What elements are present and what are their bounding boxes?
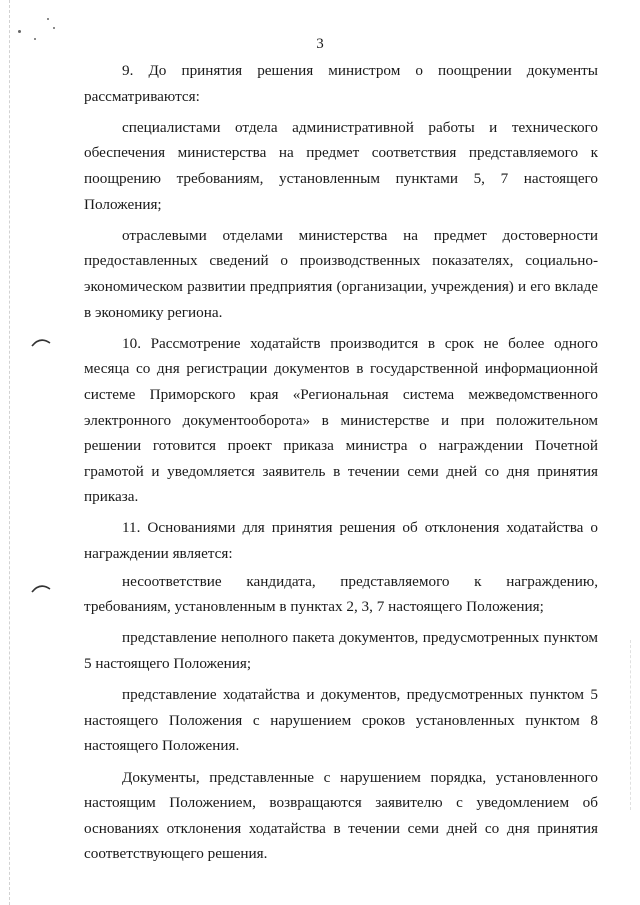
paragraph-item-10: 10. Рассмотрение ходатайств производится в срок не более одного месяца со дня регистрации документов в государственной информационной системе Приморского края «Региональная система межведомственного электронного документооборота» в министерстве и при положительном решении готовится проект приказа министра о награждении Почетной грамотой и уведомляется заявитель в течении семи дней со дня принятия приказа. bbox=[84, 334, 598, 506]
paragraph-review-by-admin-department: специалистами отдела административной работы и технического обеспечения министерства на предмет соответствия представляемого к поощрению требованиям, установленным пунктами 5, 7 настоящего Положения; bbox=[84, 118, 598, 213]
paragraph-item-11: 11. Основаниями для принятия решения об отклонения ходатайства о награждении является: bbox=[84, 519, 598, 563]
page-number: 3 bbox=[316, 36, 324, 52]
scan-edge-line-right bbox=[630, 640, 631, 810]
scan-edge-line bbox=[9, 0, 10, 905]
document-body bbox=[84, 58, 598, 873]
scan-speck bbox=[18, 30, 21, 33]
scan-speck bbox=[47, 18, 49, 20]
paragraph-item-9: 9. До принятия решения министром о поощрении документы рассматриваются: bbox=[84, 62, 598, 105]
paragraph-documents-returned: Документы, представленные с нарушением порядка, установленного настоящим Положением, возвращаются заявителю с уведомлением об основаниях отклонения ходатайства в течении семи дней со дня принятия соответствующего решения. bbox=[84, 768, 598, 863]
paragraph-rejection-ground-incomplete: представление неполного пакета документов, предусмотренных пунктом 5 настоящего Положения; bbox=[84, 629, 598, 673]
paragraph-rejection-ground-mismatch: несоответствие кандидата, представляемого к награждению, требованиям, установленным в пунктах 2, 3, 7 настоящего Положения; bbox=[84, 572, 598, 616]
paragraph-rejection-ground-late: представление ходатайства и документов, предусмотренных пунктом 5 настоящего Положения с нарушением сроков установленных пунктом 8 настоящего Положения. bbox=[84, 686, 598, 755]
punch-hole-mark bbox=[30, 582, 52, 594]
scan-speck bbox=[53, 27, 55, 29]
paragraph-review-by-sector-departments: отраслевыми отделами министерства на предмет достоверности предоставленных сведений о производственных показателях, социально-экономическом развитии предприятия (организации, учреждения) и его вкладе в экономику региона. bbox=[84, 226, 598, 321]
punch-hole-mark bbox=[30, 336, 52, 348]
